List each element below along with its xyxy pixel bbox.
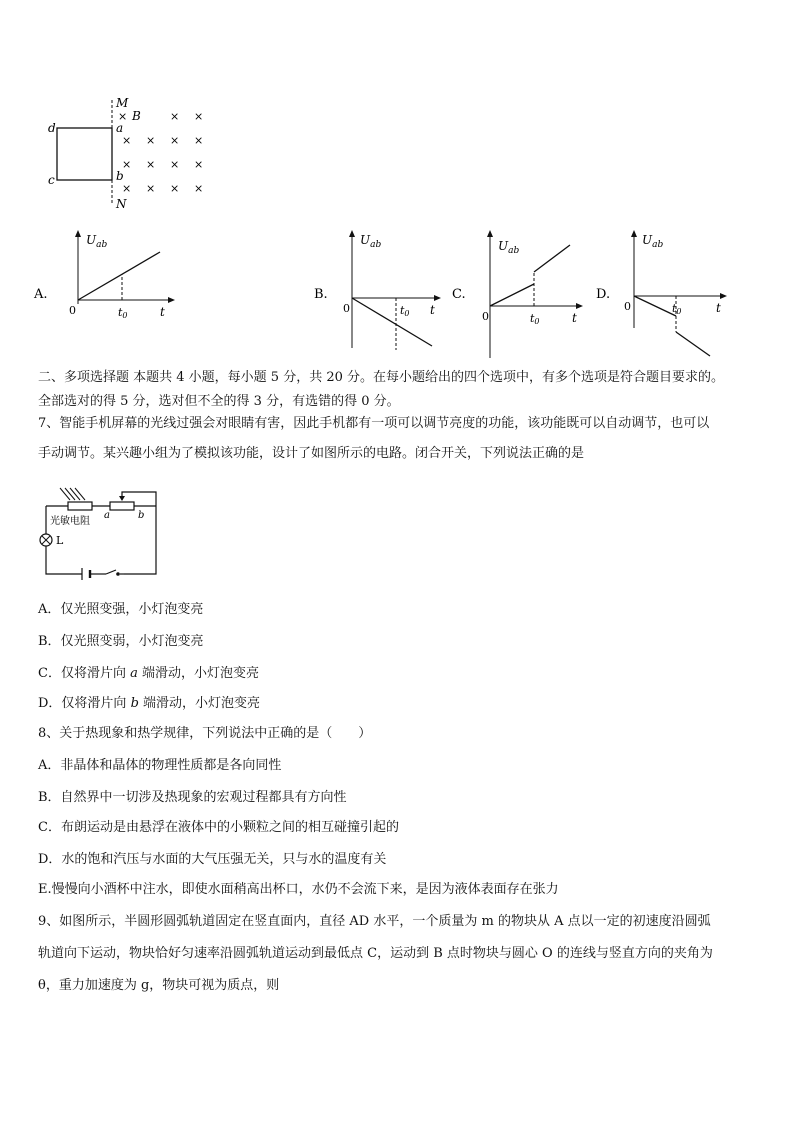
origin-label: 0 — [624, 300, 631, 313]
field-cross: × — [194, 158, 204, 171]
light-rays — [60, 488, 85, 500]
option-letter: C. — [452, 287, 466, 302]
y-axis-arrow — [349, 230, 355, 237]
q8-option-b: B．自然界中一切涉及热现象的宏观过程都具有方向性 — [38, 790, 347, 805]
label-n: N — [116, 197, 127, 211]
q7-stem-line2: 手动调节。某兴趣小组为了模拟该功能，设计了如图所示的电路。闭合开关，下列说法正确的是 — [38, 446, 585, 461]
q7-option-c: C．仅将滑片向 a 端滑动，小灯泡变亮 — [38, 666, 259, 681]
graph-line-segment-1 — [634, 296, 676, 316]
field-cross: × — [170, 182, 180, 195]
slider-arrow — [119, 496, 125, 501]
q7-option-b: B．仅光照变弱，小灯泡变亮 — [38, 634, 204, 649]
option-letter: D. — [596, 287, 611, 302]
field-cross: × — [170, 158, 180, 171]
graph-line-segment-2 — [534, 245, 570, 272]
y-label: $U_{ab}$ — [86, 233, 108, 250]
x-axis-arrow — [168, 297, 175, 303]
q8-stem: 8、关于热现象和热学规律，下列说法中正确的是（ ） — [38, 726, 372, 741]
field-cross: × — [194, 110, 204, 123]
x-label: t — [430, 303, 435, 317]
q8-option-d: D．水的饱和汽压与水面的大气压强无关，只与水的温度有关 — [38, 852, 387, 867]
y-axis-arrow — [75, 230, 81, 237]
field-cross: × — [170, 134, 180, 147]
t0-label: t0 — [530, 312, 540, 326]
q9-stem-line1: 9、如图所示，半圆形圆弧轨道固定在竖直面内，直径 AD 水平，一个质量为 m 的物块从 A 点以一定的初速度沿圆弧 — [38, 914, 711, 929]
x-label: t — [716, 301, 721, 315]
origin-label: 0 — [343, 302, 350, 315]
label-a: a — [116, 121, 124, 135]
q8-option-e: E.慢慢向小酒杯中注水，即使水面稍高出杯口，水仍不会流下来，是因为液体表面存在张力 — [38, 882, 559, 897]
rheostat-label-b: b — [138, 510, 145, 521]
y-label: $U_{ab}$ — [360, 233, 382, 250]
field-cross: × — [118, 110, 128, 123]
x-axis-arrow — [434, 295, 441, 301]
graph-option-a — [30, 228, 190, 328]
graph-line — [352, 298, 432, 346]
label-d: d — [48, 121, 56, 135]
photoresistor-label: 光敏电阻 — [50, 516, 90, 527]
y-axis-arrow — [631, 230, 637, 237]
field-cross: × — [194, 182, 204, 195]
section-2-instructions-line2: 全部选对的得 5 分，选对但不全的得 3 分，有选错的得 0 分。 — [38, 394, 400, 409]
graph-option-d — [592, 228, 742, 360]
q7-stem-line1: 7、智能手机屏幕的光线过强会对眼睛有害，因此手机都有一项可以调节亮度的功能，该功能既可以自动调节，也可以 — [38, 416, 710, 431]
q8-option-a: A．非晶体和晶体的物理性质都是各向同性 — [38, 758, 282, 773]
q7-option-d: D．仅将滑片向 b 端滑动，小灯泡变亮 — [38, 696, 261, 711]
label-b: b — [116, 169, 124, 183]
switch — [106, 570, 116, 574]
t0-label: t0 — [400, 304, 410, 318]
rheostat — [110, 502, 134, 510]
t0-label: t0 — [118, 306, 128, 320]
label-c: c — [48, 173, 55, 187]
loop-field-figure — [40, 92, 220, 214]
graph-line-segment-1 — [490, 284, 534, 306]
y-axis-arrow — [487, 230, 493, 237]
field-cross: × — [146, 158, 156, 171]
field-crosses — [118, 110, 203, 195]
field-cross: × — [170, 110, 180, 123]
graph-line — [78, 252, 160, 300]
origin-label: 0 — [69, 304, 76, 317]
square-loop — [57, 128, 112, 180]
q7-option-a: A．仅光照变强，小灯泡变亮 — [38, 602, 204, 617]
field-cross: × — [122, 158, 132, 171]
option-letter: A. — [34, 287, 48, 302]
y-label: $U_{ab}$ — [498, 239, 520, 256]
graph-option-b — [310, 228, 450, 358]
label-field-b: B — [132, 109, 141, 123]
q7-circuit-diagram — [36, 486, 166, 582]
x-label: t — [160, 305, 165, 319]
graph-line-segment-2 — [676, 332, 710, 356]
option-letter: B. — [314, 287, 328, 302]
field-cross: × — [122, 182, 132, 195]
field-cross: × — [122, 134, 132, 147]
q9-stem-line3: θ，重力加速度为 g，物块可视为质点，则 — [38, 978, 280, 993]
q9-stem-line2: 轨道向下运动，物块恰好匀速率沿圆弧轨道运动到最低点 C，运动到 B 点时物块与圆心 O 的连线与竖直方向的夹角为 — [38, 946, 713, 961]
q8-option-c: C．布朗运动是由悬浮在液体中的小颗粒之间的相互碰撞引起的 — [38, 820, 399, 835]
y-label: $U_{ab}$ — [642, 233, 664, 250]
lamp-label: L — [56, 534, 64, 547]
x-axis-arrow — [576, 303, 583, 309]
label-m: M — [116, 96, 129, 110]
photoresistor — [68, 502, 92, 510]
field-cross: × — [194, 134, 204, 147]
x-axis-arrow — [720, 293, 727, 299]
rheostat-label-a: a — [104, 510, 110, 521]
graph-option-c — [450, 228, 590, 358]
t0-label: t0 — [672, 302, 682, 316]
section-2-instructions-line1: 二、多项选择题 本题共 4 小题，每小题 5 分，共 20 分。在每小题给出的四个选项中，有多个选项是符合题目要求的。 — [38, 370, 725, 385]
origin-label: 0 — [482, 310, 489, 323]
field-cross: × — [146, 134, 156, 147]
field-cross: × — [146, 182, 156, 195]
x-label: t — [572, 311, 577, 325]
